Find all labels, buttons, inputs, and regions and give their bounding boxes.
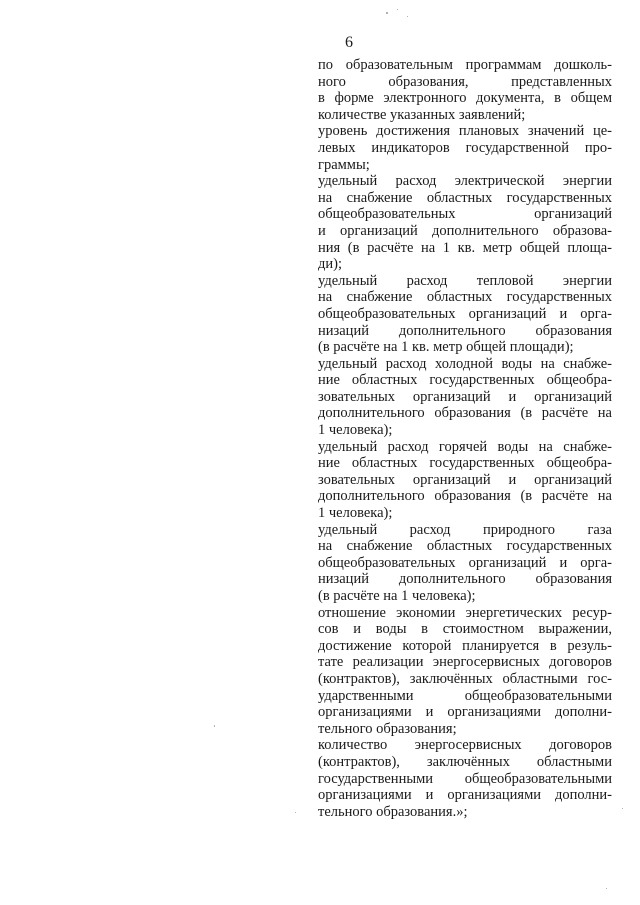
text-line: количество энергосервисных договоров <box>318 737 612 754</box>
text-line: количестве указанных заявлений; <box>318 106 526 123</box>
text-line: удельный расход природного газа <box>318 521 612 538</box>
text-line: ударственными общеобразовательными <box>318 687 612 704</box>
text-line: на снабжение областных государственных <box>318 289 612 306</box>
scan-speck <box>606 888 607 889</box>
text-line: ния (в расчёте на 1 кв. метр общей площа- <box>318 239 612 256</box>
text-line: ди); <box>318 256 342 273</box>
text-line: сов и воды в стоимостном выражении, <box>318 621 612 638</box>
text-line: общеобразовательных организаций и орга- <box>318 554 612 571</box>
text-line: граммы; <box>318 156 370 173</box>
text-line: отношение экономии энергетических ресур- <box>318 604 612 621</box>
text-line: зовательных организаций и организаций <box>318 471 612 488</box>
body-text <box>318 57 612 820</box>
text-line: удельный расход холодной воды на снабже- <box>318 355 612 372</box>
text-line: уровень достижения плановых значений це- <box>318 123 612 140</box>
scan-speck <box>407 16 408 17</box>
text-line: организациями и организациями дополни- <box>318 704 612 721</box>
text-line: государственными общеобразовательными <box>318 770 612 787</box>
text-line: на снабжение областных государственных <box>318 538 612 555</box>
text-line: тате реализации энергосервисных договоров <box>318 654 612 671</box>
text-line: удельный расход горячей воды на снабже- <box>318 438 612 455</box>
scan-speck <box>622 808 623 809</box>
text-line: ние областных государственных общеобра- <box>318 455 612 472</box>
text-line: на снабжение областных государственных <box>318 189 612 206</box>
scan-speck <box>214 725 215 727</box>
text-line: (контрактов), заключённых областными гос- <box>318 670 612 687</box>
text-line: низаций дополнительного образования <box>318 571 612 588</box>
text-line: удельный расход электрической энергии <box>318 173 612 190</box>
text-line: ного образования, представленных <box>318 73 612 90</box>
text-line: общеобразовательных организаций и орга- <box>318 305 612 322</box>
scan-speck <box>397 9 398 10</box>
text-line: (в расчёте на 1 кв. метр общей площади); <box>318 339 574 356</box>
scan-speck <box>386 12 388 14</box>
text-line: общеобразовательных организаций <box>318 206 612 223</box>
text-line: 1 человека); <box>318 505 393 522</box>
text-line: в форме электронного документа, в общем <box>318 90 612 107</box>
text-line: левых индикаторов государственной про- <box>318 139 612 156</box>
text-line: удельный расход тепловой энергии <box>318 272 612 289</box>
text-line: тельного образования.»; <box>318 803 468 820</box>
text-line: (контрактов), заключённых областными <box>318 753 612 770</box>
text-line: зовательных организаций и организаций <box>318 388 612 405</box>
scan-speck <box>295 812 296 813</box>
text-line: достижение которой планируется в резуль- <box>318 637 612 654</box>
text-line: 1 человека); <box>318 422 393 439</box>
page-number: 6 <box>345 34 353 51</box>
text-line: дополнительного образования (в расчёте на <box>318 405 612 422</box>
text-line: дополнительного образования (в расчёте на <box>318 488 612 505</box>
text-line: ние областных государственных общеобра- <box>318 372 612 389</box>
text-line: (в расчёте на 1 человека); <box>318 588 476 604</box>
text-line: тельного образования; <box>318 720 457 737</box>
text-line: по образовательным программам дошколь- <box>318 57 612 73</box>
text-line: и организаций дополнительного образова- <box>318 222 612 239</box>
text-line: организациями и организациями дополни- <box>318 787 612 804</box>
text-line: низаций дополнительного образования <box>318 322 612 339</box>
